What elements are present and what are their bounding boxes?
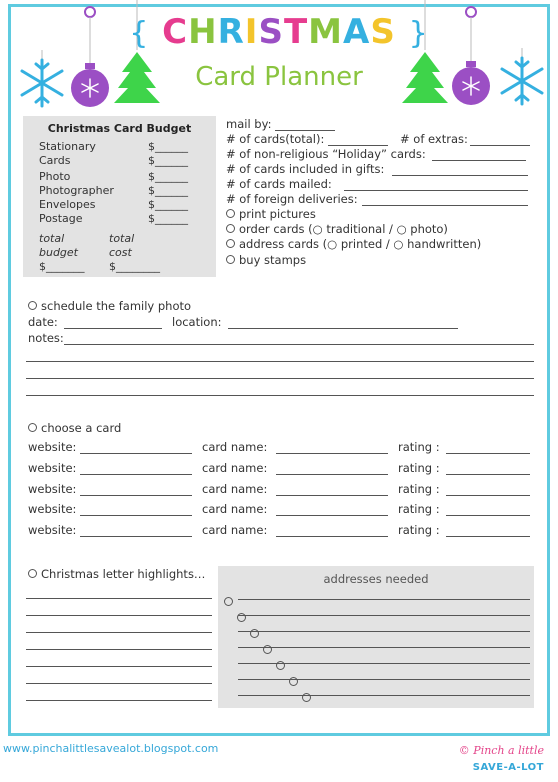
address-line[interactable] [238,599,530,600]
rating-line[interactable] [446,536,530,537]
card-name-line[interactable] [276,495,388,496]
budget-value: $______ [148,154,188,167]
total-cost-label-2: cost [109,246,132,259]
total-cost-label-1: total [109,232,135,245]
mailed-label: # of cards mailed: [226,177,332,191]
logo-line-2: SAVE-A-LOT [472,762,544,773]
website-label: website: [28,440,77,454]
budget-label: Envelopes [39,198,96,211]
total-budget-label-1: total [39,232,65,245]
budget-value: $______ [148,140,188,153]
rating-label: rating : [398,461,440,475]
title-letter: S [258,12,284,52]
addresses-box [218,566,534,708]
website-line[interactable] [80,495,192,496]
address-cards-item[interactable] [226,237,481,251]
page-subtitle: Card Planner [195,62,363,92]
checkbox-circle-icon[interactable] [28,301,37,310]
mailed-line[interactable] [344,190,528,191]
non-religious-line[interactable] [432,160,526,161]
title-letter: H [188,12,218,52]
rating-label: rating : [398,523,440,537]
website-label: website: [28,461,77,475]
card-name-label: card name: [202,482,268,496]
address-line[interactable] [238,615,530,616]
checkbox-circle-icon[interactable] [226,209,235,218]
location-line[interactable] [228,328,458,329]
card-name-line[interactable] [276,453,388,454]
card-name-label: card name: [202,502,268,516]
rating-label: rating : [398,482,440,496]
title-letter: C [162,12,189,52]
website-line[interactable] [80,515,192,516]
website-label: website: [28,523,77,537]
letter-highlights-item[interactable] [28,567,205,581]
checkbox-circle-icon[interactable] [226,255,235,264]
notes-line[interactable] [64,344,534,345]
in-gifts-label: # of cards included in gifts: [226,162,385,176]
buy-stamps-item[interactable] [226,253,306,267]
letter-line[interactable] [26,649,212,650]
total-cost-value: $________ [109,260,160,273]
notes-label: notes: [28,331,64,345]
rating-label: rating : [398,440,440,454]
budget-label: Photographer [39,184,114,197]
website-label: website: [28,482,77,496]
title-christmas [162,12,396,52]
budget-value: $______ [148,212,188,225]
rating-line[interactable] [446,474,530,475]
title-letter: A [342,12,371,52]
budget-value: $______ [148,184,188,197]
title-letter: I [244,12,259,52]
schedule-photo-label: schedule the family photo [41,299,192,313]
extras-line[interactable] [470,145,530,146]
title-letter: R [217,12,245,52]
checkbox-circle-icon[interactable] [224,597,233,606]
letter-line[interactable] [26,615,212,616]
title-brace-open: { [129,16,150,51]
address-line[interactable] [238,663,530,664]
mail-by-label: mail by: [226,117,272,131]
title-letter: M [308,12,343,52]
letter-line[interactable] [26,666,212,667]
card-name-line[interactable] [276,474,388,475]
letter-line[interactable] [26,632,212,633]
order-cards-item[interactable] [226,222,448,236]
buy-stamps-label: buy stamps [239,253,307,267]
address-line[interactable] [238,695,530,696]
budget-value: $______ [148,170,188,183]
title-letter: T [283,12,309,52]
address-cards-label: address cards (○ printed / ○ handwritten) [239,237,482,251]
website-line[interactable] [80,453,192,454]
total-budget-value: $_______ [39,260,85,273]
mail-by-line[interactable] [275,130,335,131]
budget-label: Stationary [39,140,96,153]
foreign-line[interactable] [362,205,528,206]
rating-line[interactable] [446,453,530,454]
rating-line[interactable] [446,515,530,516]
card-name-label: card name: [202,440,268,454]
choose-card-item[interactable] [28,421,121,435]
checkbox-circle-icon[interactable] [28,569,37,578]
cards-total-label: # of cards(total): [226,132,325,146]
letter-line[interactable] [26,598,212,599]
address-line[interactable] [238,679,530,680]
website-label: website: [28,502,77,516]
card-name-label: card name: [202,523,268,537]
rating-line[interactable] [446,495,530,496]
date-line[interactable] [64,328,162,329]
budget-label: Cards [39,154,71,167]
print-pictures-item[interactable] [226,207,316,221]
footer-url[interactable]: www.pinchalittlesavealot.blogspot.com [3,742,219,755]
schedule-photo-item[interactable] [28,299,191,313]
checkbox-circle-icon[interactable] [226,239,235,248]
print-pictures-label: print pictures [239,207,316,221]
notes-line[interactable] [26,361,534,362]
rating-label: rating : [398,502,440,516]
logo-line-1: © Pinch a little [458,744,544,757]
cards-total-line[interactable] [328,145,388,146]
total-budget-label-2: budget [39,246,78,259]
order-cards-label: order cards (○ traditional / ○ photo) [239,222,448,236]
title-letter: S [370,12,396,52]
card-name-line[interactable] [276,515,388,516]
non-religious-label: # of non-religious “Holiday” cards: [226,147,426,161]
in-gifts-line[interactable] [392,175,528,176]
title-brace-close: } [408,16,429,51]
address-line[interactable] [238,647,530,648]
checkbox-circle-icon[interactable] [28,423,37,432]
extras-label: # of extras: [400,132,468,146]
letter-line[interactable] [26,700,212,701]
budget-label: Postage [39,212,83,225]
card-name-line[interactable] [276,536,388,537]
website-line[interactable] [80,474,192,475]
notes-line[interactable] [26,378,534,379]
address-line[interactable] [238,631,530,632]
foreign-label: # of foreign deliveries: [226,192,358,206]
card-name-label: card name: [202,461,268,475]
page-title [0,12,558,52]
notes-line[interactable] [26,395,534,396]
budget-box [23,116,216,277]
letter-highlights-label: Christmas letter highlights… [41,567,206,581]
choose-card-label: choose a card [41,421,122,435]
website-line[interactable] [80,536,192,537]
budget-value: $______ [148,198,188,211]
checkbox-circle-icon[interactable] [226,224,235,233]
date-label: date: [28,315,58,329]
budget-label: Photo [39,170,71,183]
location-label: location: [172,315,222,329]
budget-heading: Christmas Card Budget [47,122,192,135]
letter-line[interactable] [26,683,212,684]
addresses-heading: addresses needed [323,572,429,586]
